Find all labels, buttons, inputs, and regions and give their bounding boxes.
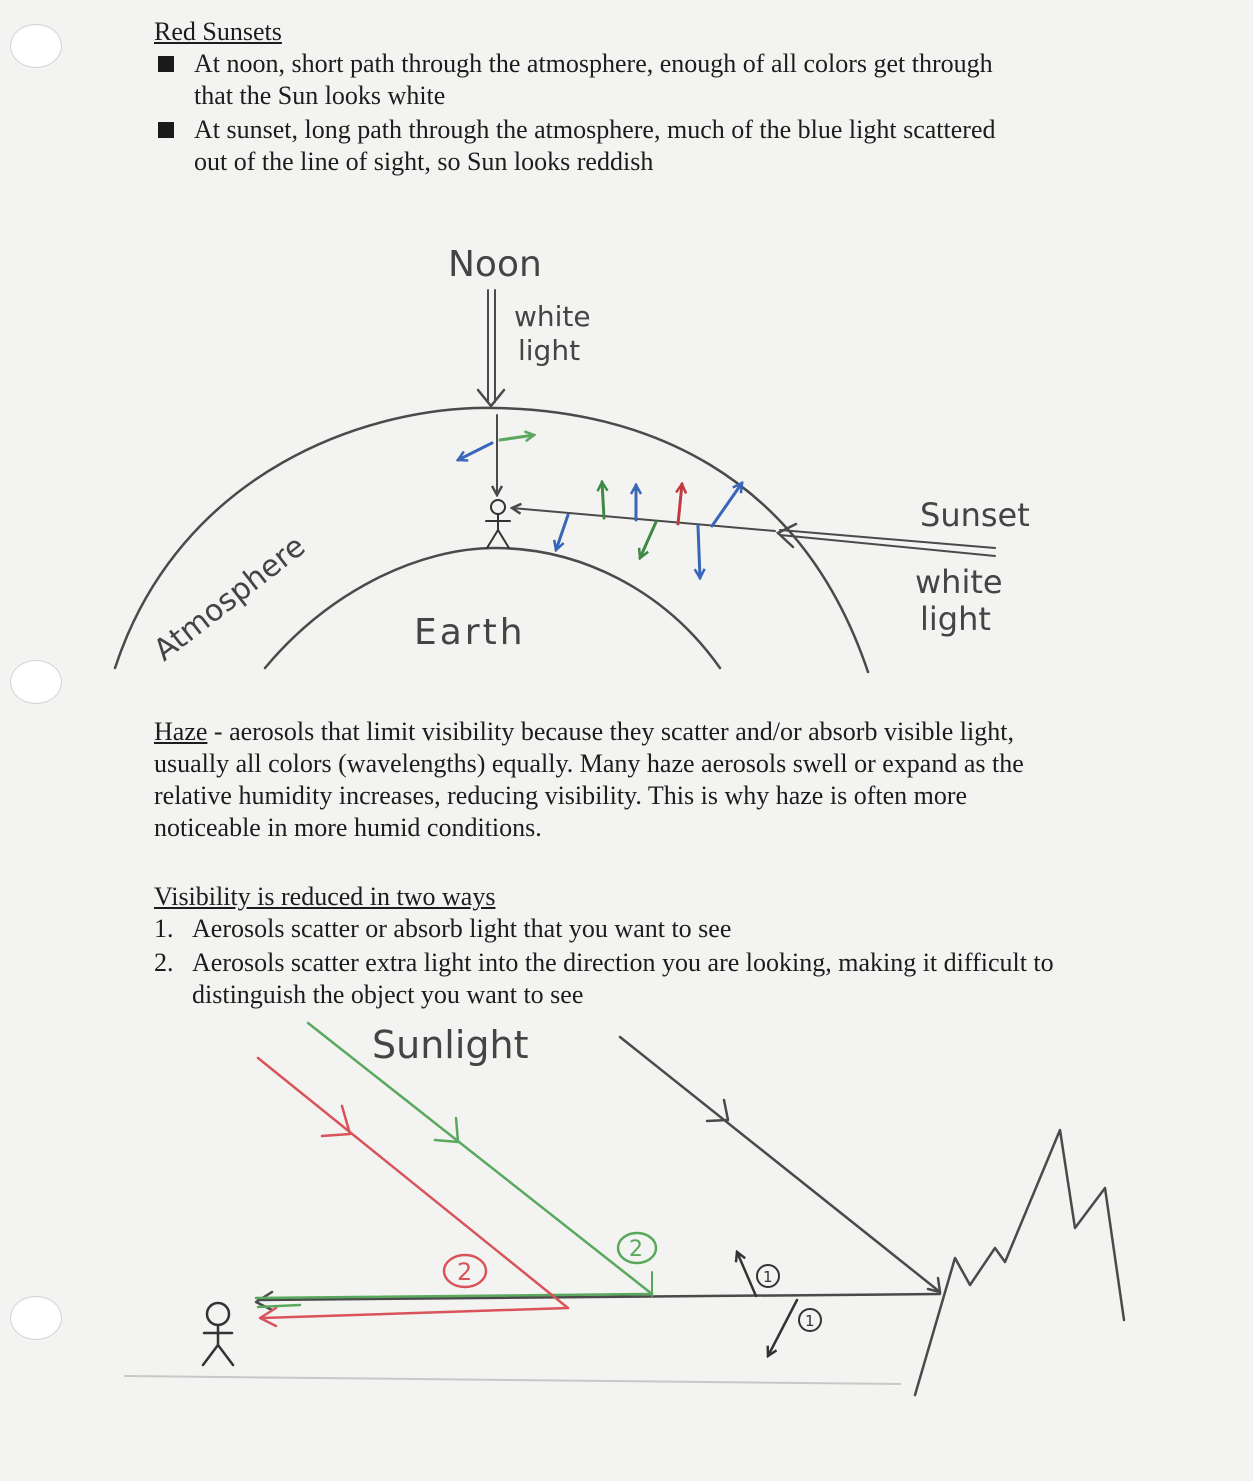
sunlight-gray-midarrow-icon (707, 1100, 728, 1121)
noon-label: Noon (448, 244, 542, 285)
marker-two-red-label: 2 (457, 1258, 473, 1286)
marker-one-down-label: 1 (805, 1312, 815, 1330)
noon-arrowhead-icon (478, 390, 504, 406)
item-text: Aerosols scatter or absorb light that you want to see (192, 914, 732, 943)
scatter-out-up-arrow (737, 1252, 756, 1296)
sunset-scatter-blue-diagonal-arrow (712, 483, 742, 526)
noon-scatter-blue-arrow (458, 443, 492, 460)
item-text: Aerosols scatter extra light into the direction you are looking, making it difficult to distinguish the object you want to see (192, 948, 1054, 1009)
bullet-sunset-text: At sunset, long path through the atmosphere, much of the blue light scattered out of the line of sight, so Sun looks reddish (194, 115, 996, 176)
sunlight-ray-gray (620, 1037, 940, 1292)
item-number: 2. (154, 948, 174, 977)
haze-term: Haze (154, 717, 208, 746)
observer-stick-figure-icon (203, 1303, 233, 1365)
noon-white-light-label-2: light (518, 334, 581, 367)
sunset-scatter-green-up-arrow (602, 482, 604, 518)
observer-stick-figure-icon (486, 500, 510, 548)
marker-two-green-label: 2 (629, 1237, 643, 1262)
visibility-heading: Visibility is reduced in two ways (154, 882, 496, 911)
sunlight-label: Sunlight (372, 1023, 529, 1067)
sunset-beam-inside (512, 508, 775, 531)
mountain-outline (915, 1130, 1124, 1395)
sunset-white-light-label-1: white (915, 563, 1003, 601)
marker-one-up-label: 1 (763, 1268, 773, 1286)
noon-white-light-label-1: white (514, 300, 591, 333)
sunlight-ray-red (258, 1058, 568, 1308)
ground-line (125, 1376, 900, 1384)
haze-definition: - aerosols that limit visibility because they scatter and/or absorb visible light, usually all colors (wavelengths) equally. Many haze aerosols swell or expand as the relative humidity increases, reducing visibility. This is why haze is often more noticeable in more humid conditions. (154, 717, 1024, 842)
sunset-white-light-label-2: light (920, 600, 991, 638)
earth-label: Earth (414, 612, 526, 653)
noon-scatter-green-arrow (500, 435, 534, 440)
scatter-out-down-arrow (768, 1300, 797, 1356)
bullet-noon-text: At noon, short path through the atmosphere, enough of all colors get through that the Sun looks white (194, 49, 993, 110)
sunset-scatter-blue-down-arrow (556, 515, 568, 550)
sunset-scatter-blue-down-arrow-2 (698, 526, 700, 578)
item-number: 1. (154, 914, 174, 943)
red-scattered-ray (262, 1308, 568, 1318)
atmosphere-label: Atmosphere (147, 528, 313, 669)
visibility-diagram (125, 1023, 1124, 1395)
sunset-label: Sunset (920, 496, 1030, 534)
red-sunsets-heading: Red Sunsets (154, 17, 282, 46)
sunset-scatter-green-down-arrow (640, 522, 656, 558)
sunset-scatter-red-up-arrow (678, 484, 682, 524)
